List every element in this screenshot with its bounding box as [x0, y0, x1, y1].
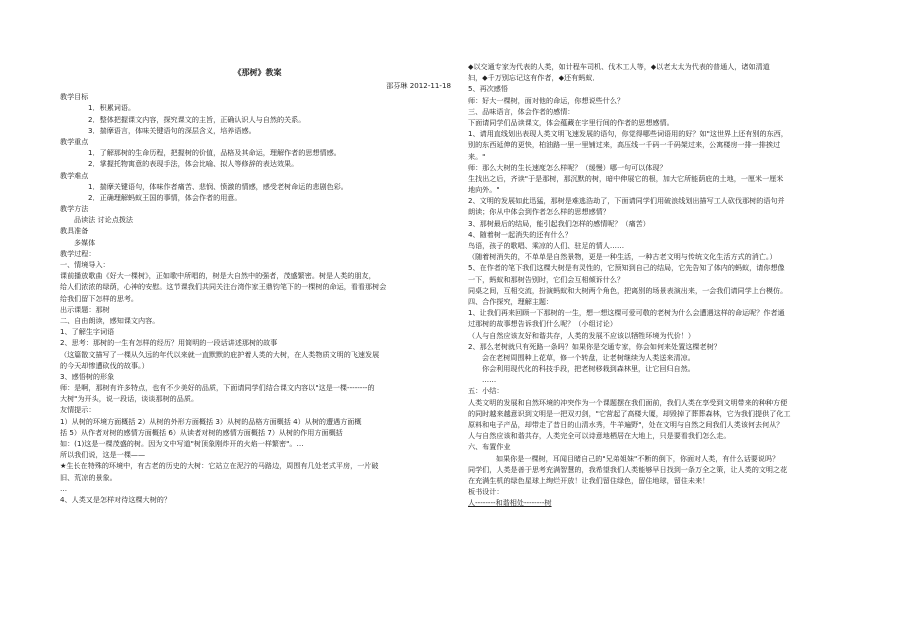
- text-line: 朗读；你从中体会到作者怎么样的思想感情？: [468, 207, 610, 217]
- text-line: 你会利用现代化的科技手段，把老树移栽到森林里，让它回归自然。: [482, 364, 695, 374]
- text-line: 2、思考：那树的一生有怎样的经历？用简明的一段话讲述那树的故事: [60, 338, 278, 348]
- text-line: 课前播放歌曲《好大一棵树》，正如歌中所唱的，树是大自然中的强者，茂盛繁密。树是人类的朋友，: [60, 271, 376, 281]
- text-line: 1）从树的环境方面概括 2）从树的外形方面概括 3）从树的品格方面概括 4）从树的遭遇方面概: [60, 416, 362, 426]
- text-line: （人与自然应该友好和谐共存，人类的发展不应该以牺牲环境为代价！）: [468, 330, 695, 340]
- text-line: 如果你是一棵树，耳闻目睹自己的"兄弟姐妹"不断的倒下，你面对人类，有什么话要说吗？: [496, 453, 780, 463]
- text-line: 3、那树最后的结局，能引起我们怎样的感情呢？（痛苦）: [468, 218, 650, 228]
- text-line: 教学难点: [60, 170, 89, 180]
- text-line: 三、品味语言，体会作者的感情：: [468, 106, 575, 116]
- text-line: 五：小结：: [468, 386, 504, 396]
- text-line: 旧、荒凉的景象。: [60, 472, 117, 482]
- text-line: ★生长在特殊的环境中，有古老的历史的大树：它站立在泥泞的马路边，周围有几处老式平房，一片破: [60, 461, 379, 471]
- text-line: 会在老树周围种上花草，修一个转盘，让老树继续为人类送来清凉。: [482, 352, 695, 362]
- text-line: 2、那么老树就只有死路一条吗？如果你是交通专家，你会如何来处置这棵老树？: [468, 341, 721, 351]
- text-line: 3、感悟树的形象: [60, 371, 115, 381]
- text-line: 的今天却惨遭砍伐的故事。）: [60, 360, 149, 370]
- text-line: 师：好大一棵树，面对他的命运，你想说些什么？: [468, 95, 625, 105]
- text-line: 多媒体: [74, 237, 96, 247]
- text-line: 2．正确理解蚂蚁王国的事情，体会作者的用意。: [88, 192, 242, 202]
- text-line: 4、人类又是怎样对待这棵大树的？: [60, 494, 171, 504]
- text-line: …: [60, 483, 68, 493]
- text-line: 5、再次感悟: [468, 84, 508, 94]
- text-line: ◆以交通专家为代表的人类，如计程车司机、伐木工人等，◆以老太太为代表的普通人，诸如清道: [468, 62, 770, 71]
- text-line: 2、文明的发展如此迅猛，那树是难逃浩劫了，下面请同学们用破浪线划出描写工人砍伐那树的语句并: [468, 196, 785, 206]
- text-line: 地向外。": [468, 185, 500, 195]
- text-line: 给我们留下怎样的思考。: [60, 293, 139, 303]
- text-line: 一下，蚂蚁和那树告别时，它们会互相倾诉什么？: [468, 274, 625, 284]
- text-line: ……: [482, 375, 497, 385]
- author-date: 邵芬琳 2012-11-18: [386, 81, 451, 90]
- text-line: 一、情境导入：: [60, 260, 110, 269]
- text-line: 同学们，人类是善于思考充满智慧的，我希望我们人类能够早日找到一条万全之策，让人类的文明之花: [468, 464, 788, 474]
- text-line: 师：是啊，那树有许多特点，也有不少美好的品质，下面请同学们结合课文内容以"这是一棵--------的: [60, 383, 375, 393]
- text-line: 大树"为开头，说一段话，谈谈那树的品质。: [60, 394, 199, 404]
- text-line: 给人们浓浓的绿荫，心神的安慰。这节课我们共同关注台湾作家王鼎钧笔下的一棵树的命运，看看那树会: [60, 282, 387, 292]
- text-line: 品读法 讨论点拨法: [74, 215, 134, 225]
- text-line: （这篇散文描写了一棵从久远的年代以来就一直默默的庇护着人类的大树，在人类物质文明的飞速发展: [60, 349, 380, 359]
- text-line: 人与自然应该和谐共存，人类完全可以诗意地栖居在大地上，只是要看我们怎么走。: [468, 431, 731, 441]
- text-line: （随着树消失的，不单单是自然景物，更是一种生活，一种古老文明与传统文化生活方式的消亡。）: [468, 252, 777, 262]
- text-line: 所以我们说，这是一棵——: [60, 450, 146, 460]
- text-line: 二、自由朗读，感知课文内容。: [60, 315, 160, 325]
- text-line: 别的东西延伸的更快，柏油路一里一里铺过来，高压线一千码一千码架过来，公寓楼房一排一排挨过: [468, 140, 781, 150]
- text-line: 来。": [468, 151, 486, 161]
- text-line: 妇，◆千万别忘记这有作者，◆还有蚂蚁．: [468, 73, 600, 83]
- text-line: 鸟语，孩子的歌唱、乘凉的人们、驻足的情人……: [468, 241, 625, 250]
- text-line: 友情提示：: [60, 405, 96, 415]
- text-line: 1．积累词语。: [88, 103, 136, 113]
- text-line: 括 5）从作者对树的感情方面概括 6）从读者对树的感情方面概括 7）从树的作用方面概括: [60, 427, 343, 437]
- text-line: 师：那么大树的生长速度怎么样呢？（缓慢）哪一句可以体现？: [468, 162, 667, 172]
- text-line: 人类文明的发展和自然环境的冲突作为一个课题摆在我们面前，我们人类在享受到文明带来的种种方便: [468, 397, 788, 407]
- text-line: 六、布置作业: [468, 442, 511, 452]
- text-line: 教学过程：: [60, 248, 96, 258]
- text-line: 5、在作者的笔下我们这棵大树是有灵性的，它预知到自己的结局，它先告知了体内的蚂蚁，请你想像: [468, 263, 785, 273]
- text-line: 1、了解生字词语: [60, 327, 115, 337]
- text-line: 教学重点: [60, 136, 89, 146]
- right-column: [468, 61, 863, 509]
- text-line: 下面请同学们品读课文，体会蕴藏在字里行间的作者的思想感情。: [468, 117, 674, 127]
- text-line: 人--------和谐相处--------树: [468, 498, 552, 508]
- text-line: 同桌之间，互相交流，扮演蚂蚁和大树两个角色，把离别的场景表演出来，一会我们请同学上台模仿。: [468, 285, 788, 295]
- text-line: 3．揣摩语言，体味关键语句的深层含义，培养语感。: [88, 125, 256, 135]
- text-line: 教学方法: [60, 204, 89, 214]
- text-line: 四、合作探究，理解主题：: [468, 296, 554, 306]
- text-line: 1．揣摩关键语句，体味作者痛苦、悲悯、愤激的情感，感受老树命运的悲剧色彩。: [88, 181, 348, 191]
- text-line: 教学目标: [60, 92, 89, 102]
- text-line: 1．了解那树的生命历程，把握树的价值，品格及其命运，理解作者的思想情感。: [88, 148, 341, 158]
- text-line: 原料和电子产品，却带走了昔日的山清水秀，牛羊遍野"，处在文明与自然之间我们人类该何去何从？: [468, 420, 784, 429]
- text-line: 过那树的故事想告诉我们什么呢？（小组讨论）: [468, 319, 617, 329]
- text-line: 4、随着树一起消失的还有什么？: [468, 229, 572, 239]
- text-line: 生找出之后，齐读"于是那树，那沉默的树，暗中伸展它的根，加大它所能荫庇的土地，一厘米一厘米: [468, 173, 784, 183]
- left-column: [60, 66, 455, 505]
- text-line: 1、让我们再来回顾一下那树的一生，想一想这棵可爱可敬的老树为什么会遭遇这样的命运呢？作者通: [468, 308, 785, 318]
- text-line: 在充满生机的绿色星球上绚烂开放！让我们留住绿色，留住地球，留住未来！: [468, 475, 710, 485]
- text-line: 2．整体把握课文内容，探究课文的主旨，正确认识人与自然的关系。: [88, 114, 306, 124]
- text-line: 教具准备: [60, 226, 89, 236]
- text-line: 如：(1)这是一棵茂盛的树。因为文中写道"树顶象刚炸开的火焰一样繁密"。…: [60, 439, 304, 448]
- document-title: 《那树》教案: [233, 68, 282, 77]
- text-line: 2．掌握托物寓意的表现手法，体会比喻、拟人等修辞的表达效果。: [88, 159, 299, 169]
- text-line: 出示课题：那树: [60, 304, 110, 314]
- text-line: 的同时越来越意识到文明是一把双刃剑，"它营起了高楼大厦，却毁掉了葬葬森林，它为我们提供了化工: [468, 408, 791, 418]
- text-line: 板书设计：: [468, 487, 504, 497]
- text-line: 1、请用直线划出表现人类文明飞速发展的语句，你觉得哪些词语用的好？如"这世界上还有别的东西，: [468, 129, 788, 139]
